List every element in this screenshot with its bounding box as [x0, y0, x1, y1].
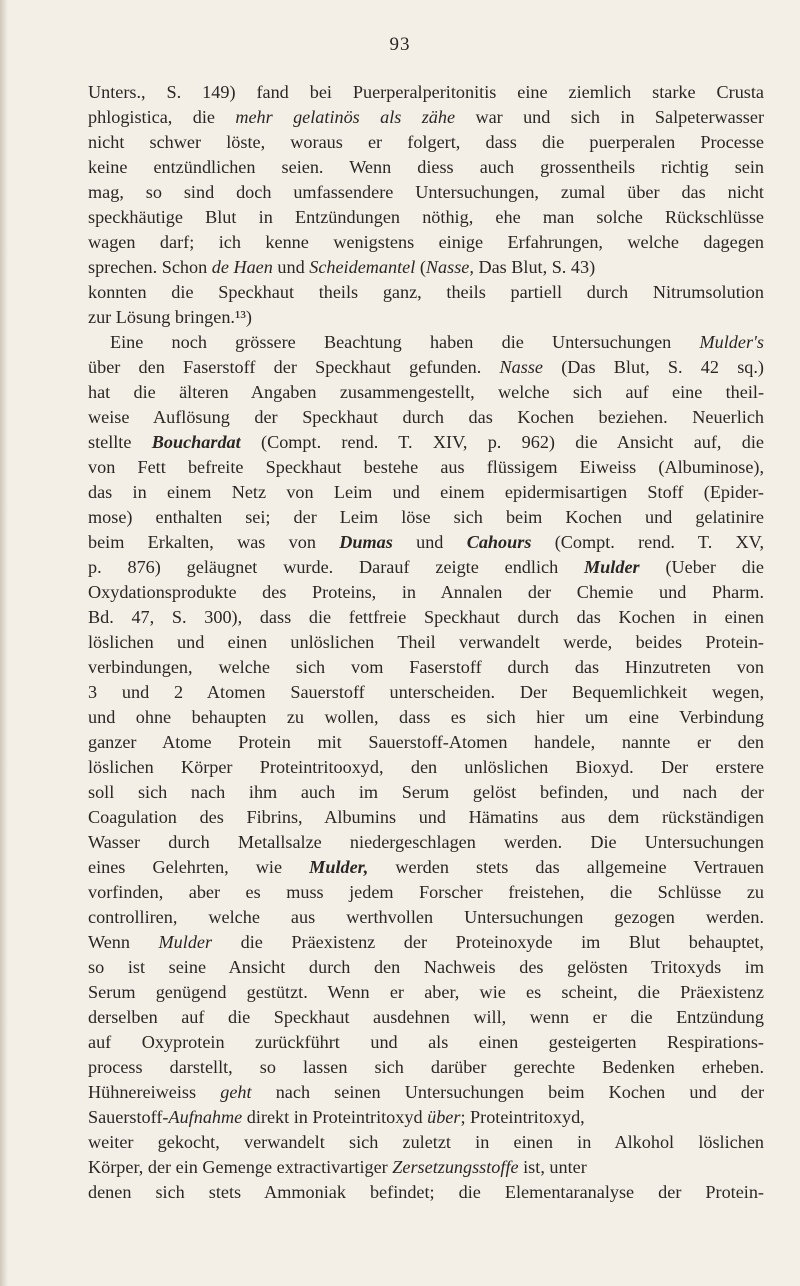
text-segment: Das Blut, S. 43) — [473, 257, 596, 277]
emphasized-text: Mulder — [584, 557, 640, 577]
text-line — [88, 1130, 764, 1155]
text-line — [88, 455, 764, 480]
text-segment: ganzer Atome Protein mit Sauerstoff-Atomen handele, nannte er den — [88, 732, 764, 752]
text-segment: nach seinen Untersuchungen beim Kochen und der — [251, 1082, 764, 1102]
text-line — [88, 705, 764, 730]
text-line — [88, 355, 764, 380]
emphasized-text: Cahours — [466, 532, 532, 552]
text-segment: war und sich in Salpeterwasser — [455, 107, 764, 127]
emphasized-text: Mulder's — [699, 332, 764, 352]
text-line — [88, 580, 764, 605]
text-segment: vorfinden, aber es muss jedem Forscher freistehen, die Schlüsse zu — [88, 882, 764, 902]
text-line — [88, 605, 764, 630]
emphasized-text: Mulder — [158, 932, 213, 952]
text-segment: controlliren, welche aus werthvollen Untersuchungen gezogen werden. — [88, 907, 764, 927]
emphasized-text: mehr gelatinös als zähe — [235, 107, 456, 127]
text-segment: nicht schwer löste, woraus er folgert, dass die puerperalen Processe — [88, 132, 764, 152]
text-segment: hat die älteren Angaben zusammengestellt, welche sich auf eine theil- — [88, 382, 764, 402]
text-line — [88, 205, 764, 230]
text-line — [88, 830, 764, 855]
text-line — [88, 1080, 764, 1105]
text-line — [88, 255, 764, 280]
text-line — [88, 530, 764, 555]
text-segment: Unters., S. 149) fand bei Puerperalperitonitis eine ziemlich starke Crusta — [88, 82, 764, 102]
text-segment: direkt in Proteintritoxyd — [242, 1107, 428, 1127]
text-line — [88, 105, 764, 130]
text-line — [88, 780, 764, 805]
text-segment: verbindungen, welche sich vom Faserstoff durch das Hinzutreten von — [88, 657, 764, 677]
text-segment: auf Oxyprotein zurückführt und als einen gesteigerten Respirations- — [88, 1032, 764, 1052]
text-segment: denen sich stets Ammoniak befindet; die Elementaranalyse der Protein- — [88, 1182, 764, 1202]
text-segment: und — [272, 257, 310, 277]
text-segment: das in einem Netz von Leim und einem epidermisartigen Stoff (Epider- — [88, 482, 764, 502]
text-segment: (Compt. rend. T. XIV, p. 962) die Ansicht auf, die — [240, 432, 764, 452]
emphasized-text: Nasse — [499, 357, 543, 377]
text-segment: die Präexistenz der Proteinoxyde im Blut behauptet, — [212, 932, 764, 952]
text-segment: Sauerstoff- — [88, 1107, 169, 1127]
text-segment: Körper, der ein Gemenge extractivartiger — [88, 1157, 393, 1177]
text-line — [88, 980, 764, 1005]
emphasized-text: über — [427, 1107, 461, 1127]
text-line — [88, 555, 764, 580]
text-line — [88, 380, 764, 405]
text-line — [88, 930, 764, 955]
text-line — [88, 805, 764, 830]
emphasized-text: Nasse, — [425, 257, 474, 277]
text-segment: Oxydationsprodukte des Proteins, in Annalen der Chemie und Pharm. — [88, 582, 764, 602]
text-line — [88, 1180, 764, 1205]
text-segment: Wasser durch Metallsalze niedergeschlagen werden. Die Untersuchungen — [88, 832, 764, 852]
text-line — [88, 405, 764, 430]
text-segment: (Ueber die — [639, 557, 764, 577]
text-segment: eines Gelehrten, wie — [88, 857, 310, 877]
text-line — [88, 1030, 764, 1055]
text-line — [88, 755, 764, 780]
emphasized-text: Bouchardat — [151, 432, 241, 452]
emphasized-text: geht — [220, 1082, 252, 1102]
text-line — [88, 1105, 764, 1130]
text-segment: mose) enthalten sei; der Leim löse sich beim Kochen und gelatinire — [88, 507, 764, 527]
body-text — [88, 80, 764, 1205]
text-segment: konnten die Speckhaut theils ganz, theils partiell durch Nitrumsolution — [88, 282, 764, 302]
text-line — [88, 155, 764, 180]
text-line — [88, 80, 764, 105]
text-segment: soll sich nach ihm auch im Serum gelöst befinden, und nach der — [88, 782, 764, 802]
text-segment: von Fett befreite Speckhaut bestehe aus flüssigem Eiweiss (Albuminose), — [88, 457, 764, 477]
emphasized-text: Dumas — [339, 532, 393, 552]
text-line — [88, 480, 764, 505]
text-line — [88, 1005, 764, 1030]
text-segment: phlogistica, die — [88, 107, 236, 127]
text-segment: Eine noch grössere Beachtung haben die Untersuchungen — [110, 332, 700, 352]
text-segment: process darstellt, so lassen sich darüber gerechte Bedenken erheben. — [88, 1057, 764, 1077]
text-line — [88, 1155, 764, 1180]
text-segment: wagen darf; ich kenne wenigstens einige Erfahrungen, welche dagegen — [88, 232, 764, 252]
text-segment: mag, so sind doch umfassendere Untersuchungen, zumal über das nicht — [88, 182, 764, 202]
text-segment: 3 und 2 Atomen Sauerstoff unterscheiden. Der Bequemlichkeit wegen, — [88, 682, 764, 702]
text-segment: Wenn — [88, 932, 159, 952]
text-segment: ist, unter — [518, 1157, 587, 1177]
text-segment: ; Proteintritoxyd, — [460, 1107, 585, 1127]
emphasized-text: Aufnahme — [168, 1107, 243, 1127]
text-line — [88, 130, 764, 155]
text-line — [88, 505, 764, 530]
text-segment: weise Auflösung der Speckhaut durch das Kochen beziehen. Neuerlich — [88, 407, 764, 427]
text-segment: derselben auf die Speckhaut ausdehnen will, wenn er die Entzündung — [88, 1007, 764, 1027]
text-segment: sprechen. Schon — [88, 257, 212, 277]
text-line — [88, 230, 764, 255]
text-line — [88, 905, 764, 930]
text-segment: beim Erkalten, was von — [88, 532, 340, 552]
text-line — [88, 630, 764, 655]
emphasized-text: Mulder, — [309, 857, 369, 877]
text-segment: weiter gekocht, verwandelt sich zuletzt in einen in Alkohol löslichen — [88, 1132, 764, 1152]
text-line — [88, 180, 764, 205]
text-line — [88, 430, 764, 455]
text-line — [88, 680, 764, 705]
text-segment: (Compt. rend. T. XV, — [531, 532, 764, 552]
text-line — [88, 330, 764, 355]
text-line — [88, 1055, 764, 1080]
text-line — [88, 855, 764, 880]
page-edge-shadow — [0, 0, 8, 1286]
text-segment: löslichen Körper Proteintritooxyd, den unlöslichen Bioxyd. Der erstere — [88, 757, 764, 777]
text-segment: so ist seine Ansicht durch den Nachweis des gelösten Tritoxyds im — [88, 957, 764, 977]
text-segment: Hühnereiweiss — [88, 1082, 221, 1102]
text-segment: (Das Blut, S. 42 sq.) — [543, 357, 764, 377]
text-segment: speckhäutige Blut in Entzündungen nöthig, ehe man solche Rückschlüsse — [88, 207, 764, 227]
text-segment: keine entzündlichen seien. Wenn diess auch grossentheils richtig sein — [88, 157, 764, 177]
text-segment: über den Faserstoff der Speckhaut gefunden. — [88, 357, 500, 377]
text-line — [88, 955, 764, 980]
text-segment: ( — [415, 257, 426, 277]
text-line — [88, 880, 764, 905]
text-line — [88, 280, 764, 305]
text-segment: zur Lösung bringen.¹³) — [88, 307, 252, 327]
text-segment: p. 876) geläugnet wurde. Darauf zeigte endlich — [88, 557, 585, 577]
text-segment: löslichen und einen unlöslichen Theil verwandelt werde, beides Protein- — [88, 632, 764, 652]
text-line — [88, 730, 764, 755]
text-segment: Serum genügend gestützt. Wenn er aber, wie es scheint, die Präexistenz — [88, 982, 764, 1002]
text-segment: Coagulation des Fibrins, Albumins und Hämatins aus dem rückständigen — [88, 807, 764, 827]
emphasized-text: de Haen — [211, 257, 273, 277]
page-number: 93 — [389, 34, 411, 55]
emphasized-text: Scheidemantel — [309, 257, 416, 277]
text-segment: und — [392, 532, 467, 552]
text-line — [88, 305, 764, 330]
text-segment: stellte — [88, 432, 152, 452]
text-segment: und ohne behaupten zu wollen, dass es sich hier um eine Verbindung — [88, 707, 764, 727]
text-line — [88, 655, 764, 680]
text-segment: werden stets das allgemeine Vertrauen — [368, 857, 764, 877]
emphasized-text: Zersetzungsstoffe — [392, 1157, 519, 1177]
text-segment: Bd. 47, S. 300), dass die fettfreie Speckhaut durch das Kochen in einen — [88, 607, 764, 627]
